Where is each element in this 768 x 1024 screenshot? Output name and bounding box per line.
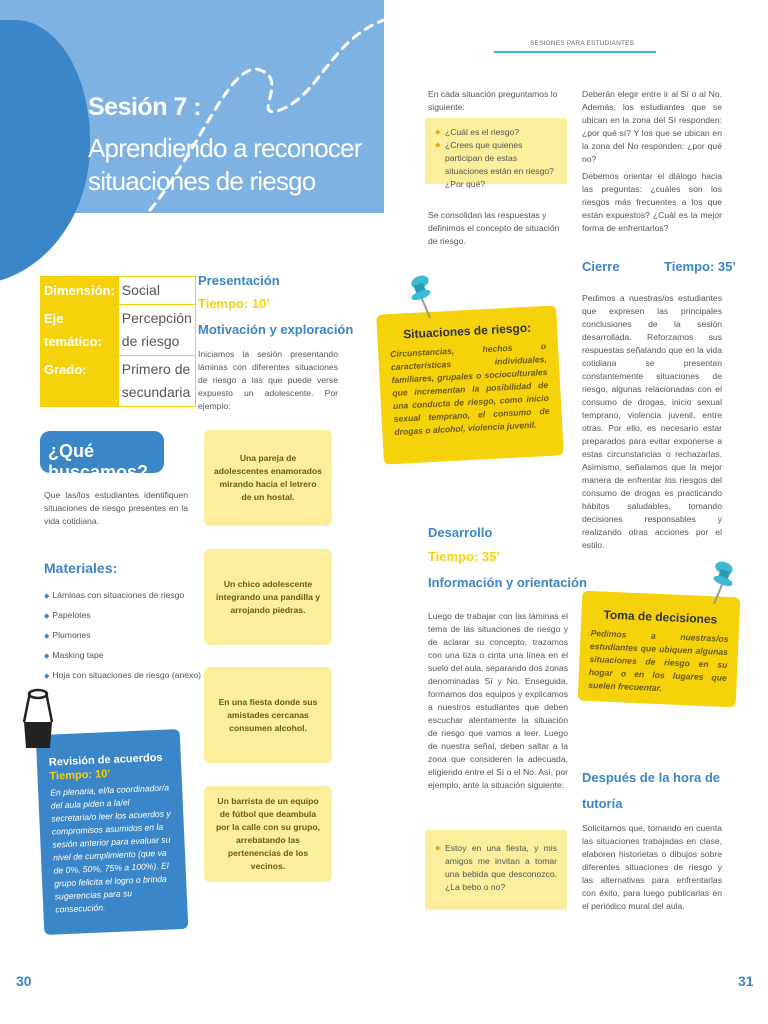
acuerdos-time: Tiempo: 10’ [49,768,111,783]
running-header-rule [494,51,656,53]
materials-list [44,586,201,686]
meta-value: Social [118,277,195,305]
acuerdos-text: En plenaria, el/la coordinador/a del aula piden a la/el secretaria/o leer los acuerdos y compromisos asumidos en la sesión anterior para evaluar su nivel de cumplimiento (que va de 0%, 50%, 75% a 100%). El grupo felicita el logro o brinda sugerencias para su consecución. [50,782,171,915]
list-item: ◆ Láminas con situaciones de riesgo [44,586,201,606]
situation-card: Un chico adolescente integrando una pandilla y arrojando piedras. [204,549,332,645]
meta-key: Dimensión: [41,277,119,305]
acuerdos-card [36,729,189,935]
presentacion-subheading: Motivación y exploración [198,322,354,337]
meta-value: Primero de secundaria [118,356,195,407]
list-item: ◆ Papelotes [44,606,201,626]
despues-text: Solicitamos que, tomando en cuenta las situaciones trabajadas en clase, elaboren historietas o dibujos sobre diferentes situaciones de riesgo y las alternativas para enfrentarlas con éxito, para luego publicarlas en el periódico mural del aula. [582,823,722,911]
meta-row-grado [41,356,196,407]
cierre-text: Pedimos a nuestras/os estudiantes que expresen las principales conclusiones de la sesión desarrollada. Reforzamos sus respuestas señalando que en la vida cotidiana se presentan constantemente situaciones de riesgo, algunas relacionadas con el consumo de drogas, inicio sexual temprano, violencia juvenil, entre otras. Por ello, es necesario estar preparados para evitar exponerse a estas circunstancias o rechazarlas. Asimismo, señalamos que la mejor manera de enfrentar los riesgos del consumo de drogas es practicando hábitos saludables, tomando decisiones responsables y realizando otras acciones por el estilo. [582,293,722,550]
que-buscamos-text: Que las/los estudiantes identifiquen situaciones de riesgo presentes en la vida cotidiana. [44,490,188,526]
riesgo-definition-card [376,305,564,464]
list-item: ◆ Masking tape [44,646,201,666]
situation-card: Un barrista de un equipo de fútbol que deambula por la calle con su grupo, arrebatando las pertenencias de los vecinos. [204,786,332,882]
col4-p1: Deberán elegir entre ir al Sí o al No. Además, los estudiantes que se ubican en la zona del Sí responden: ¿por qué sí? Y los que se ubican en la zona del No responden: ¿por qué no? [582,89,722,164]
questions-box [425,118,567,189]
presentacion-heading: Presentación [198,273,280,288]
meta-row-eje [41,305,196,356]
session-title: Sesión 7 : [88,93,202,121]
meta-key: Grado: [41,356,119,407]
pushpin-icon [704,554,738,606]
col3-consolidate: Se consolidan las respuestas y definimos el concepto de situación de riesgo. [428,210,560,246]
binder-clip-icon [20,688,56,752]
session-subtitle: Aprendiendo a reconocer situaciones de riesgo [88,133,362,196]
desarrollo-heading: Desarrollo [428,525,493,540]
pushpin-icon [406,268,440,320]
despues-heading: Después de la hora de tutoría [582,770,720,811]
desarrollo-text: Luego de trabajar con las láminas el tema de las situaciones de riesgo y de aclarar su concepto, trazamos con una tiza o cinta una línea en el suelo del aula, separando dos zonas denominadas Sí y No. Enseguida, formamos dos equipos y explicamos a nuestros estudiantes que deben escuchar atentamente la situación de riesgo que vamos a leer. Luego de nuestra señal, deben saltar a la zona que consideren la adecuada, eligiendo entre el Sí o el No. Así, por ejemplo, ante la situación siguiente: [428,611,568,790]
meta-value: Percepción de riesgo [118,305,195,356]
running-header: SESIONES PARA ESTUDIANTES [530,40,635,47]
list-item: ◆ Estoy en una fiesta, y mis amigos me invitan a tomar una bebida que desconozco. ¿La bebo o no? [435,842,557,894]
col4-p2: Debemos orientar el diálogo hacia las preguntas: ¿cuáles son los riesgos más frecuentes a los que están expuestos? ¿Cuál es la mejor forma de enfrentarlos? [582,171,722,233]
list-item: ◆ ¿Cuál es el riesgo? [435,126,557,139]
page-number-right: 31 [738,973,754,989]
meta-row-dimension [41,277,196,305]
list-item: ◆ Hoja con situaciones de riesgo (anexo) [44,666,201,686]
col3-intro: En cada situación preguntamos lo siguiente: [428,89,558,112]
presentacion-time: Tiempo: 10’ [198,296,271,311]
toma-text: Pedimos a nuestras/os estudiantes que ubiquen algunas situaciones de riesgo en su hogar o en los lugares que suelen frecuentar. [588,628,729,694]
page-number-left: 30 [16,973,32,989]
situation-card: Una pareja de adolescentes enamorados mirando hacia el letrero de un hostal. [204,430,332,526]
presentacion-text: Iniciamos la sesión presentando láminas con diferentes situaciones de riesgo a las que puede verse expuesto un adolescente. Por ejemplo: [198,349,338,411]
materiales-heading: Materiales: [44,560,118,576]
que-buscamos-heading: ¿Qué buscamos? [40,431,164,473]
cierre-heading: Cierre [582,259,620,274]
desarrollo-time: Tiempo: 35’ [428,549,501,564]
situation-card: En una fiesta donde sus amistades cercanas consumen alcohol. [204,667,332,763]
cierre-time: Tiempo: 35’ [664,259,737,274]
desarrollo-subheading: Información y orientación [428,575,587,590]
riesgo-text: Circunstancias, hechos o características individuales, familiares, grupales o socioculturales que incrementan la posibilidad de una conducta de riesgo, como inicio sexual temprano, el consumo de drogas o alcohol, violencia juvenil. [390,340,550,438]
acuerdos-title: Revisión de acuerdos [48,751,163,769]
toma-title: Toma de decisiones [603,607,718,627]
toma-decisiones-card [578,591,741,708]
riesgo-title: Situaciones de riesgo: [402,320,532,342]
example-box [425,830,567,910]
list-item: ◆ Plumones [44,626,201,646]
meta-key: Eje temático: [41,305,119,356]
list-item: ◆ ¿Crees que quienes participan de estas situaciones están en riesgo? ¿Por qué? [435,139,557,191]
meta-table [40,276,196,407]
